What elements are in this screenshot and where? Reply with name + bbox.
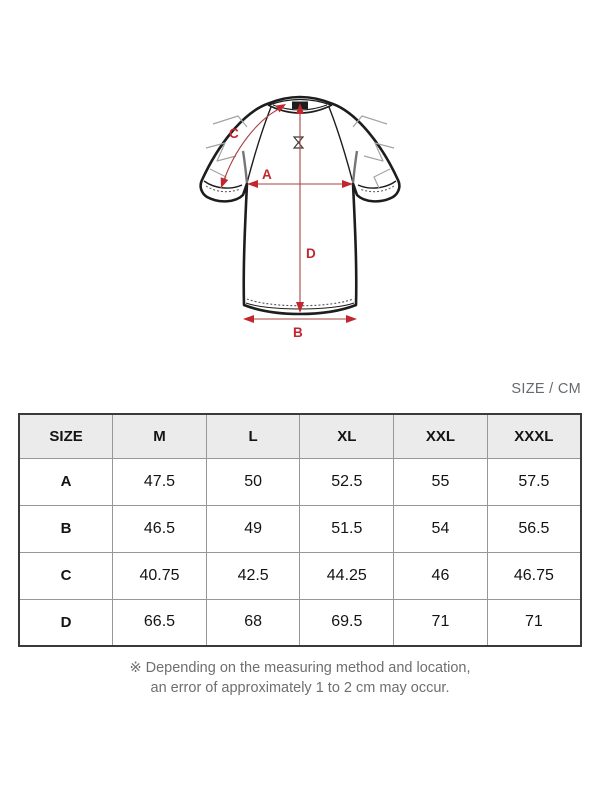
measurement-label-b: B: [293, 325, 303, 340]
measurement-value-cell: 46: [394, 552, 488, 599]
tshirt-illustration: [0, 0, 600, 370]
disclaimer-line-2: an error of approximately 1 to 2 cm may occur.: [150, 680, 450, 696]
measurement-value-cell: 44.25: [300, 552, 394, 599]
header-cell-xxl: XXL: [394, 414, 488, 458]
table-row-a: [19, 458, 581, 505]
arrowhead-b-right: [346, 315, 357, 323]
measurement-value-cell: 66.5: [113, 599, 207, 646]
measurement-value-cell: 40.75: [113, 552, 207, 599]
size-table-header-row: [19, 414, 581, 458]
measurement-value-cell: 42.5: [206, 552, 300, 599]
measurement-value-cell: 47.5: [113, 458, 207, 505]
table-row-d: [19, 599, 581, 646]
size-table: [18, 413, 582, 647]
table-row-b: [19, 505, 581, 552]
measurement-label-a: A: [262, 167, 272, 182]
measurement-value-cell: 57.5: [487, 458, 581, 505]
measurement-value-cell: 49: [206, 505, 300, 552]
header-cell-l: L: [206, 414, 300, 458]
header-cell-xxxl: XXXL: [487, 414, 581, 458]
measurement-disclaimer: [0, 658, 600, 698]
header-cell-size: SIZE: [19, 414, 113, 458]
header-cell-m: M: [113, 414, 207, 458]
measurement-value-cell: 71: [487, 599, 581, 646]
measurement-label-d: D: [306, 246, 316, 261]
row-label: B: [19, 505, 113, 552]
measurement-value-cell: 51.5: [300, 505, 394, 552]
measurement-value-cell: 46.75: [487, 552, 581, 599]
measurement-value-cell: 69.5: [300, 599, 394, 646]
measurement-value-cell: 54: [394, 505, 488, 552]
measurement-value-cell: 52.5: [300, 458, 394, 505]
row-label: C: [19, 552, 113, 599]
measurement-value-cell: 56.5: [487, 505, 581, 552]
measurement-value-cell: 46.5: [113, 505, 207, 552]
row-label: D: [19, 599, 113, 646]
disclaimer-line-1: ※ Depending on the measuring method and location,: [129, 660, 471, 676]
header-cell-xl: XL: [300, 414, 394, 458]
measurement-value-cell: 68: [206, 599, 300, 646]
arrowhead-b-left: [243, 315, 254, 323]
measurement-value-cell: 50: [206, 458, 300, 505]
table-row-c: [19, 552, 581, 599]
measurement-value-cell: 55: [394, 458, 488, 505]
measurement-label-c: C: [229, 126, 239, 141]
measurement-value-cell: 71: [394, 599, 488, 646]
row-label: A: [19, 458, 113, 505]
size-unit-label: SIZE / CM: [511, 381, 581, 397]
